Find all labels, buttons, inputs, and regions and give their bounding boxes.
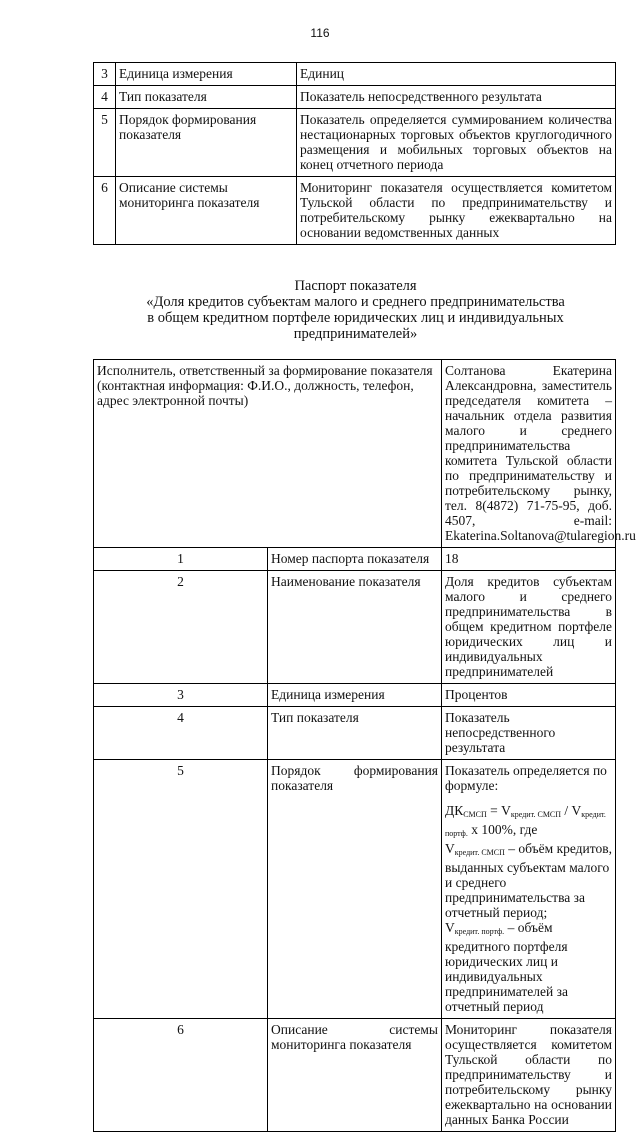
- row-number: 4: [94, 86, 116, 109]
- passport-title: [95, 278, 616, 342]
- row-value: Показатель определяется суммированием количества нестационарных торговых объектов круглогодичного размещения и мобильных торговых объектов на конец отчетного периода: [297, 109, 616, 177]
- passport-heading: Паспорт показателя: [294, 278, 417, 294]
- table-row: [94, 1019, 616, 1132]
- row-value: Мониторинг показателя осуществляется комитетом Тульской области по предпринимательству и потребительскому рынку ежеквартально на основании данных Банка России: [442, 1019, 616, 1132]
- row-label: Тип показателя: [116, 86, 297, 109]
- passport-name-line: в общем кредитном портфеле юридических лиц и индивидуальных: [147, 310, 564, 326]
- row-number: 4: [94, 707, 268, 760]
- row-label: Наименование показателя: [268, 571, 442, 684]
- row-label: Порядок формирования показателя: [268, 760, 442, 1019]
- row-number: 1: [94, 548, 268, 571]
- executor-label: Исполнитель, ответственный за формирование показателя (контактная информация: Ф.И.О., должность, телефон, адрес электронной почты): [94, 360, 442, 548]
- table-row: [94, 86, 616, 109]
- row-label: Единица измерения: [268, 684, 442, 707]
- passport-name-line: «Доля кредитов субъектам малого и среднего предпринимательства: [146, 294, 565, 310]
- table-row: [94, 548, 616, 571]
- row-label: Описание системы мониторинга показателя: [116, 177, 297, 245]
- row-value: Мониторинг показателя осуществляется комитетом Тульской области по предпринимательству и потребительскому рынку ежеквартально на основании ведомственных данных: [297, 177, 616, 245]
- formula: $ДК_{СМСП} = V_{кредит. СМСП} / V_{кредит. портф.}$ х 100%, где: [445, 803, 606, 838]
- table-row: [94, 63, 616, 86]
- row-label: Тип показателя: [268, 707, 442, 760]
- row-label: Порядок формирования показателя: [116, 109, 297, 177]
- row-number: 5: [94, 109, 116, 177]
- table-row-executor: [94, 360, 616, 548]
- formula-cell: [442, 760, 616, 1019]
- formula-intro: Показатель определяется по формуле:: [445, 763, 607, 793]
- row-label: Описание системы мониторинга показателя: [268, 1019, 442, 1132]
- row-number: 3: [94, 684, 268, 707]
- table-row: [94, 109, 616, 177]
- indicator-table-continued: [93, 62, 616, 245]
- passport-name-line: предпринимателей»: [293, 326, 418, 342]
- row-value: Показатель непосредственного результата: [442, 707, 616, 760]
- row-number: 5: [94, 760, 268, 1019]
- row-label: Номер паспорта показателя: [268, 548, 442, 571]
- row-number: 2: [94, 571, 268, 684]
- row-number: 6: [94, 177, 116, 245]
- row-number: 3: [94, 63, 116, 86]
- formula-definition: $V_{кредит. портф.}$ – объём кредитного портфеля юридических лиц и индивидуальных предпринимателей за отчетный период: [445, 920, 568, 1014]
- indicator-passport-table: [93, 359, 636, 1132]
- row-value: Доля кредитов субъектам малого и среднего предпринимательства в общем кредитном портфеле юридических лиц и индивидуальных предпринимателей: [442, 571, 616, 684]
- table-row-formula: [94, 760, 616, 1019]
- row-value: Показатель непосредственного результата: [297, 86, 616, 109]
- row-number: 6: [94, 1019, 268, 1132]
- executor-value: Солтанова Екатерина Александровна, заместитель председателя комитета – начальник отдела развития малого и среднего предпринимательства комитета Тульской области по предпринимательству и потребительскому рынку, тел. 8(4872) 71-75-95, доб. 4507, e-mail: Ekaterina.Soltanova@tularegion.ru: [442, 360, 616, 548]
- table-row: [94, 707, 616, 760]
- row-value: 18: [442, 548, 616, 571]
- row-label: Единица измерения: [116, 63, 297, 86]
- table-row: [94, 684, 616, 707]
- row-value: Единиц: [297, 63, 616, 86]
- page-number: 116: [310, 26, 330, 40]
- table-row: [94, 177, 616, 245]
- table-row: [94, 571, 616, 684]
- formula-definition: $V_{кредит. СМСП}$ – объём кредитов, выданных субъектам малого и среднего предпринимательства за отчетный период;: [445, 841, 613, 920]
- row-value: Процентов: [442, 684, 616, 707]
